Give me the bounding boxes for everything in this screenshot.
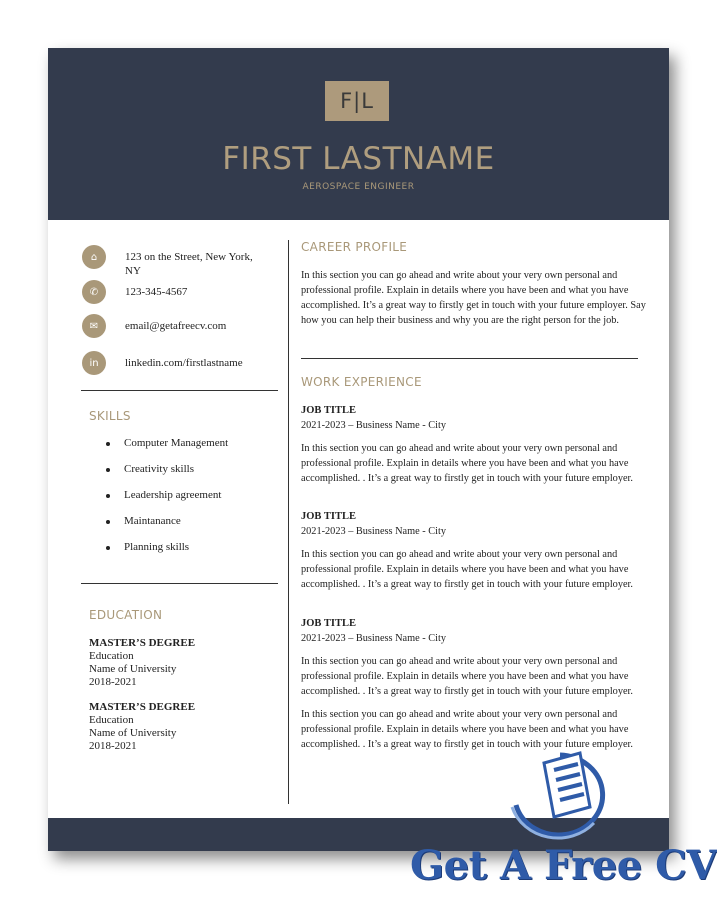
address-text: 123 on the Street, New York, NY: [125, 251, 253, 277]
career-profile-title: CAREER PROFILE: [301, 240, 408, 254]
job-entry-meta: 2021-2023 – Business Name - City: [301, 526, 447, 537]
email-text: email@getafreecv.com: [125, 320, 227, 332]
skill-item: Planning skills: [106, 541, 228, 567]
mail-icon: ✉: [82, 314, 106, 338]
job-entry: [301, 616, 646, 752]
career-profile-text: In this section you can go ahead and write about your very own personal and professional profile. Explain in details where you have been and what you have accomplished. It’s a great way to firstly get in touch with your future employer. Say how you can help their business and why you are the right person for the job.: [301, 270, 646, 326]
phone-text: 123-345-4567: [125, 286, 188, 298]
contact-email: [82, 314, 265, 338]
years: 2018-2021: [89, 740, 137, 752]
monogram: F|L: [325, 81, 389, 121]
divider: [81, 390, 278, 391]
job-entry-description: In this section you can go ahead and write about your very own personal and professional profile. Explain in details where you have been and what you have accomplished. . It’s a great way to firstly get in touch with your future employer.: [301, 443, 633, 484]
phone-icon: ✆: [82, 280, 106, 304]
skills-title: SKILLS: [89, 409, 131, 423]
education-item: [89, 637, 195, 689]
job-entry-title: JOB TITLE: [301, 511, 356, 522]
divider: [81, 583, 278, 584]
job-entry-meta: 2021-2023 – Business Name - City: [301, 420, 447, 431]
contact-linkedin: [82, 351, 265, 375]
job-entry-meta: 2021-2023 – Business Name - City: [301, 633, 447, 644]
school: Name of University: [89, 663, 177, 675]
job-entry: [301, 403, 646, 486]
degree: MASTER’S DEGREE: [89, 637, 196, 649]
job-entry-description: In this section you can go ahead and write about your very own personal and professional profile. Explain in details where you have been and what you have accomplished. . It’s a great way to firstly get in touch with your future employer.: [301, 549, 633, 590]
full-name: FIRST LASTNAME: [222, 141, 495, 177]
school: Name of University: [89, 727, 177, 739]
job-entry-description: In this section you can go ahead and write about your very own personal and professional profile. Explain in details where you have been and what you have accomplished. . It’s a great way to firstly get in touch with your future employer.: [301, 656, 633, 697]
degree: MASTER’S DEGREE: [89, 701, 196, 713]
field: Education: [89, 714, 134, 726]
resume-page: [48, 48, 669, 851]
linkedin-icon: in: [82, 351, 106, 375]
education-title: EDUCATION: [89, 608, 163, 622]
contact-phone: [82, 280, 265, 304]
home-icon: ⌂: [82, 245, 106, 269]
skill-item: Maintanance: [106, 515, 228, 541]
divider: [301, 358, 638, 359]
contact-address: [82, 245, 265, 278]
resume-header: [48, 48, 669, 220]
work-experience-title: WORK EXPERIENCE: [301, 375, 422, 389]
column-divider: [288, 240, 289, 804]
skills-list: [106, 437, 228, 567]
linkedin-text: linkedin.com/firstlastname: [125, 357, 243, 369]
skill-item: Leadership agreement: [106, 489, 228, 515]
job-entry-title: JOB TITLE: [301, 405, 356, 416]
job-entry-title: JOB TITLE: [301, 618, 356, 629]
skill-item: Computer Management: [106, 437, 228, 463]
years: 2018-2021: [89, 676, 137, 688]
document-logo-icon: [498, 745, 618, 843]
field: Education: [89, 650, 134, 662]
job-title: AEROSPACE ENGINEER: [302, 182, 415, 192]
skill-item: Creativity skills: [106, 463, 228, 489]
watermark-text: Get A Free CV: [410, 842, 717, 889]
job-entry: [301, 509, 646, 592]
education-item: [89, 701, 195, 753]
job-entry-description: In this section you can go ahead and write about your very own personal and professional profile. Explain in details where you have been and what you have accomplished. . It’s a great way to firstly get in touch with your future employer.: [301, 709, 633, 750]
